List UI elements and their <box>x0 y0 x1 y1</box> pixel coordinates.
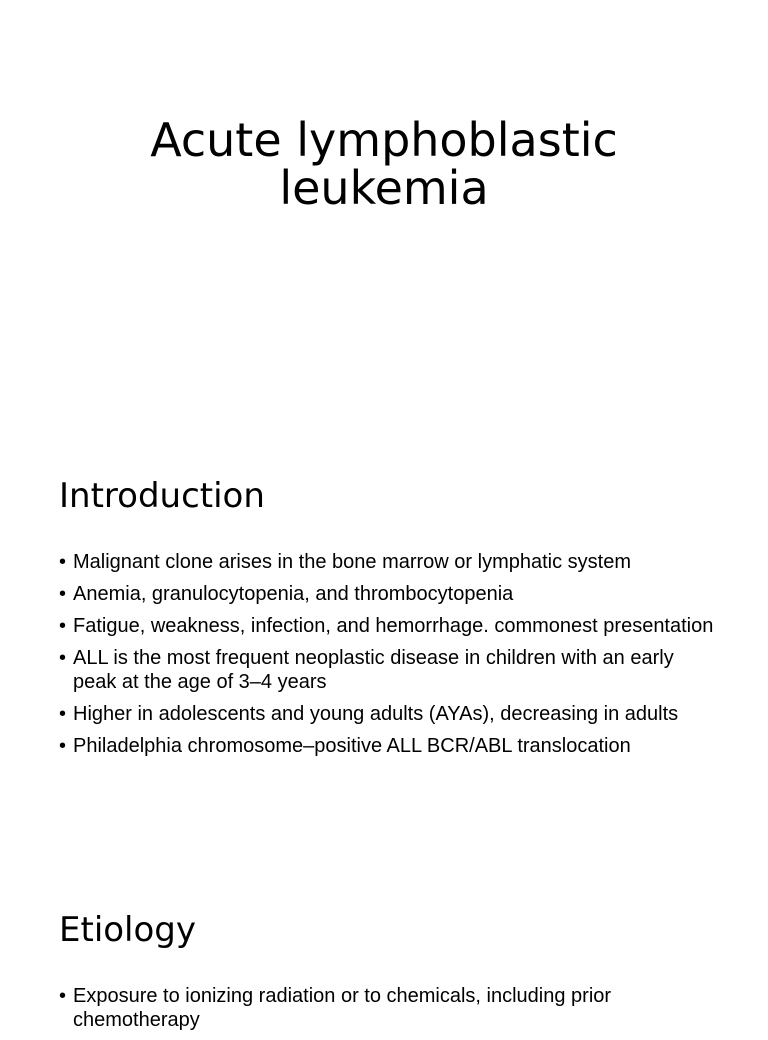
list-item <box>59 550 719 574</box>
bullet-icon: • <box>59 647 67 669</box>
introduction-slide <box>0 440 768 860</box>
bullet-icon: • <box>59 551 67 573</box>
list-item <box>59 646 719 694</box>
bullet-text: ALL is the most frequent neoplastic disease in children with an early peak at the age of 3–4 years <box>73 647 674 693</box>
bullet-icon: • <box>59 703 67 725</box>
introduction-heading: Introduction <box>59 476 265 516</box>
title-slide <box>0 0 768 420</box>
title-line-1: Acute lymphoblastic <box>150 113 618 167</box>
bullet-icon: • <box>59 735 67 757</box>
list-item <box>59 702 719 726</box>
bullet-icon: • <box>59 583 67 605</box>
list-item <box>59 582 719 606</box>
title-line-2: leukemia <box>279 161 489 215</box>
bullet-text: Anemia, granulocytopenia, and thrombocytopenia <box>73 583 514 605</box>
bullet-text: Philadelphia chromosome–positive ALL BCR/ABL translocation <box>73 735 631 757</box>
etiology-slide <box>0 880 768 1031</box>
list-item <box>59 614 719 638</box>
bullet-text: Exposure to ionizing radiation or to chemicals, including prior chemotherapy <box>73 985 612 1031</box>
bullet-text: Malignant clone arises in the bone marrow or lymphatic system <box>73 551 632 573</box>
bullet-text: Fatigue, weakness, infection, and hemorrhage. commonest presentation <box>73 615 714 637</box>
list-item <box>59 984 719 1032</box>
slide-title <box>0 113 768 215</box>
bullet-icon: • <box>59 985 67 1007</box>
etiology-heading: Etiology <box>59 910 197 950</box>
bullet-text: Higher in adolescents and young adults (AYAs), decreasing in adults <box>73 703 679 725</box>
etiology-bullet-list <box>59 984 719 1040</box>
list-item <box>59 734 719 758</box>
bullet-icon: • <box>59 615 67 637</box>
introduction-bullet-list <box>59 550 719 766</box>
